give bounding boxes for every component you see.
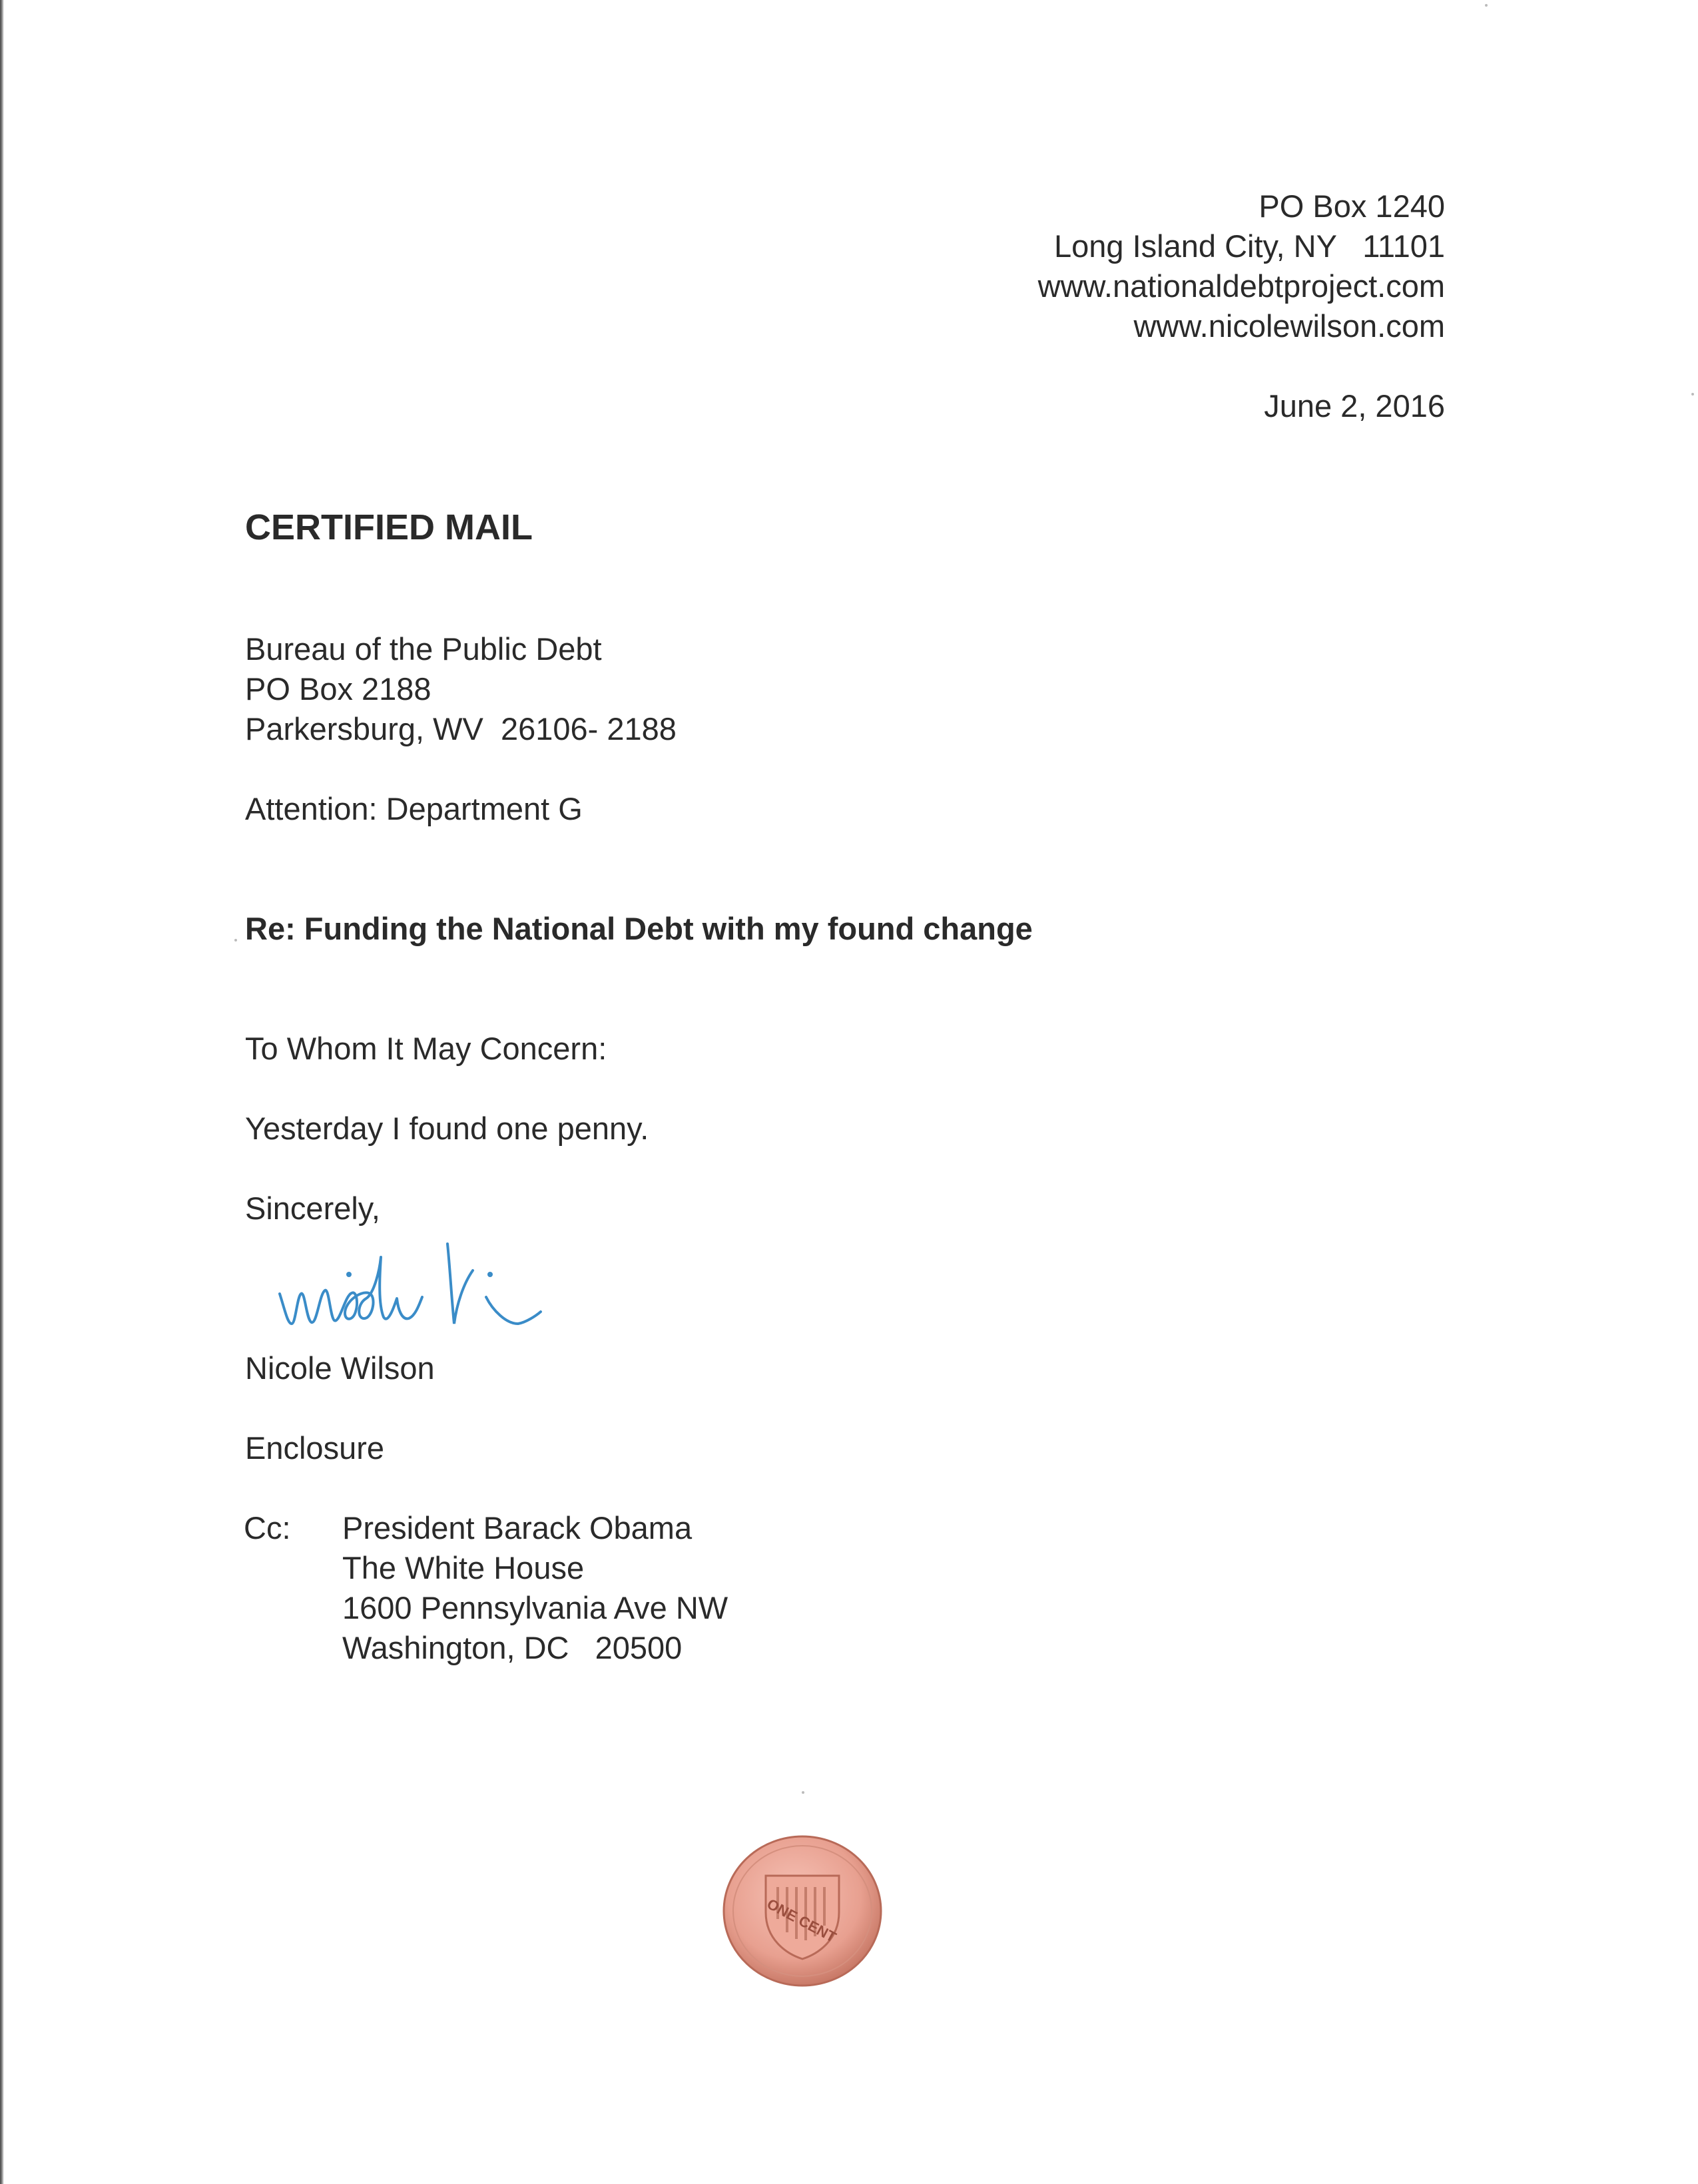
attention-line: Attention: Department G (245, 791, 583, 826)
sender-address-line2: Long Island City, NY 11101 (1054, 228, 1445, 264)
signer-name: Nicole Wilson (245, 1350, 435, 1386)
cc-label: Cc: (244, 1510, 291, 1545)
recipient-name: Bureau of the Public Debt (245, 631, 602, 667)
certified-mail-heading: CERTIFIED MAIL (245, 507, 533, 547)
closing: Sincerely, (245, 1191, 380, 1226)
sender-website2: www.nicolewilson.com (1133, 308, 1445, 344)
cc-line-3: 1600 Pennsylvania Ave NW (342, 1590, 728, 1625)
scan-speck (234, 939, 237, 942)
cc-line-2: The White House (342, 1550, 585, 1585)
sender-address-line1: PO Box 1240 (1259, 188, 1445, 224)
letter-body: Yesterday I found one penny. (245, 1111, 649, 1146)
scan-speck (1485, 4, 1488, 7)
recipient-address-line2: Parkersburg, WV 26106- 2188 (245, 711, 677, 746)
subject-line: Re: Funding the National Debt with my found change (245, 911, 1033, 946)
sender-website1: www.nationaldebtproject.com (1037, 268, 1445, 304)
enclosure-note: Enclosure (245, 1430, 384, 1466)
scan-edge (0, 0, 4, 2184)
penny-image (719, 1832, 886, 1990)
cc-line-4: Washington, DC 20500 (342, 1630, 683, 1665)
scan-speck (802, 1791, 804, 1794)
letter-date: June 2, 2016 (1264, 388, 1445, 423)
recipient-address-line1: PO Box 2188 (245, 671, 431, 706)
scan-speck (1691, 393, 1694, 396)
salutation: To Whom It May Concern: (245, 1031, 607, 1066)
cc-line-1: President Barack Obama (342, 1510, 693, 1545)
penny-text: ONE CENT (764, 1895, 839, 1946)
signature-image (273, 1224, 593, 1344)
